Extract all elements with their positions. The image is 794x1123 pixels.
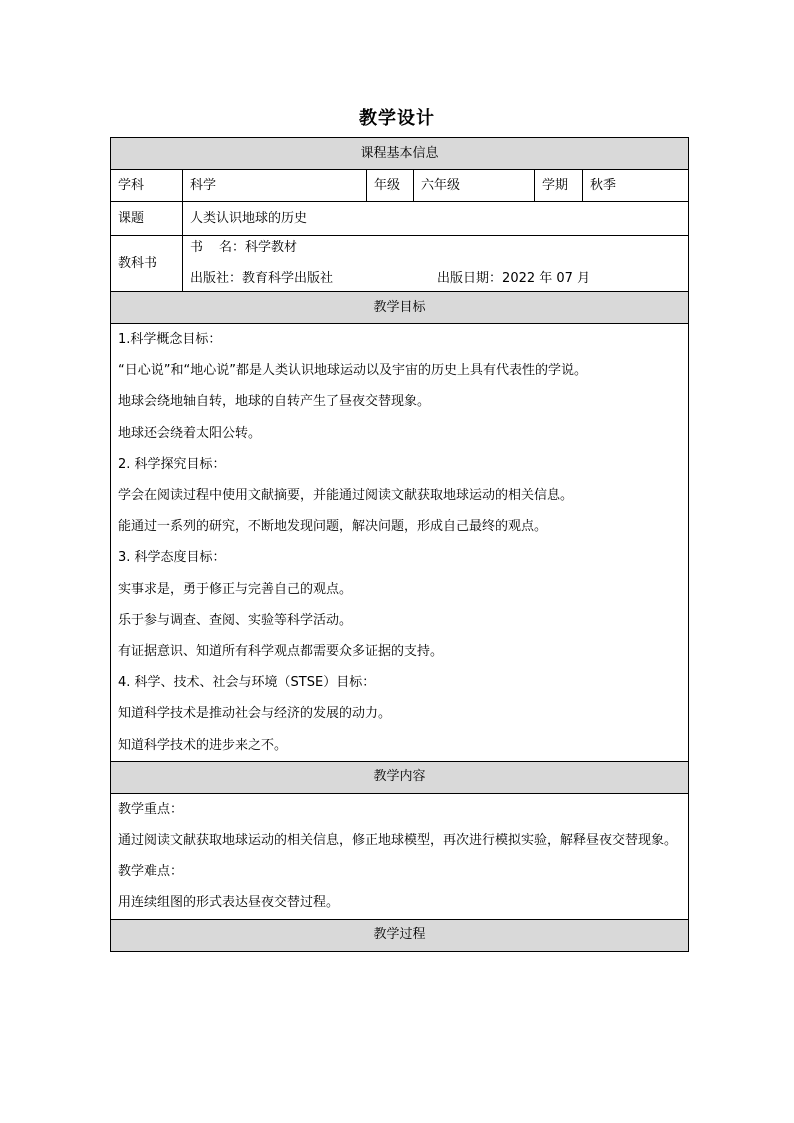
book-name-label-1: 书 (190, 240, 204, 255)
pub-date-value: 2022 年 07 月 (502, 271, 591, 286)
lesson-plan-table (110, 137, 689, 952)
difficulty-text: 用连续组图的形式表达昼夜交替过程。 (118, 895, 340, 911)
term-value: 秋季 (583, 170, 689, 202)
objective-line: 知道科学技术是推动社会与经济的发展的动力。 (118, 706, 392, 722)
objective-line: 地球会绕地轴自转，地球的自转产生了昼夜交替现象。 (118, 394, 431, 410)
objective-line: 3. 科学态度目标： (118, 550, 226, 566)
difficulty-label: 教学难点： (118, 864, 184, 880)
subject-label: 学科 (111, 170, 183, 202)
objective-line: 2. 科学探究目标： (118, 456, 226, 472)
objectives-header: 教学目标 (111, 292, 689, 324)
key-point-label: 教学重点： (118, 801, 184, 817)
pub-date-label: 出版日期： (437, 271, 503, 286)
textbook-details (183, 236, 689, 292)
grade-value: 六年级 (414, 170, 535, 202)
book-name-label-2: 名： (219, 240, 246, 255)
subject-row (111, 170, 689, 202)
objective-line: 地球还会绕着太阳公转。 (118, 425, 262, 441)
subject-value: 科学 (183, 170, 367, 202)
publisher-label: 出版社： (190, 271, 243, 286)
objective-line: 能通过一系列的研究，不断地发现问题，解决问题，形成自己最终的观点。 (118, 519, 548, 535)
book-name-value: 科学教材 (245, 240, 298, 255)
process-header: 教学过程 (111, 919, 689, 951)
textbook-label: 教科书 (111, 236, 183, 292)
publisher-value: 教育科学出版社 (242, 271, 334, 286)
objective-line: 乐于参与调查、查阅、实验等科学活动。 (118, 612, 353, 628)
objectives-content (111, 324, 689, 762)
textbook-row (111, 236, 689, 292)
objective-line: 有证据意识、知道所有科学观点都需要众多证据的支持。 (118, 644, 444, 660)
basic-info-header: 课程基本信息 (111, 138, 689, 170)
objective-line: 知道科学技术的进步来之不。 (118, 737, 288, 753)
topic-row (111, 202, 689, 236)
term-label: 学期 (535, 170, 583, 202)
book-name-line (190, 240, 681, 256)
key-point-text: 通过阅读文献获取地球运动的相关信息，修正地球模型，再次进行模拟实验，解释昼夜交替现象。 (118, 833, 678, 849)
publisher-line (190, 271, 681, 287)
objective-line: “日心说”和“地心说”都是人类认识地球运动以及宇宙的历史上具有代表性的学说。 (118, 363, 587, 379)
content-header: 教学内容 (111, 761, 689, 793)
topic-value: 人类认识地球的历史 (183, 202, 689, 236)
grade-label: 年级 (367, 170, 414, 202)
objective-line: 1.科学概念目标： (118, 332, 222, 347)
document-title: 教学设计 (359, 108, 435, 129)
objective-line: 学会在阅读过程中使用文献摘要，并能通过阅读文献获取地球运动的相关信息。 (118, 488, 574, 504)
objective-line: 实事求是，勇于修正与完善自己的观点。 (118, 581, 353, 597)
content-body (111, 793, 689, 919)
topic-label: 课题 (111, 202, 183, 236)
objective-line: 4. 科学、技术、社会与环境（STSE）目标： (118, 675, 376, 691)
